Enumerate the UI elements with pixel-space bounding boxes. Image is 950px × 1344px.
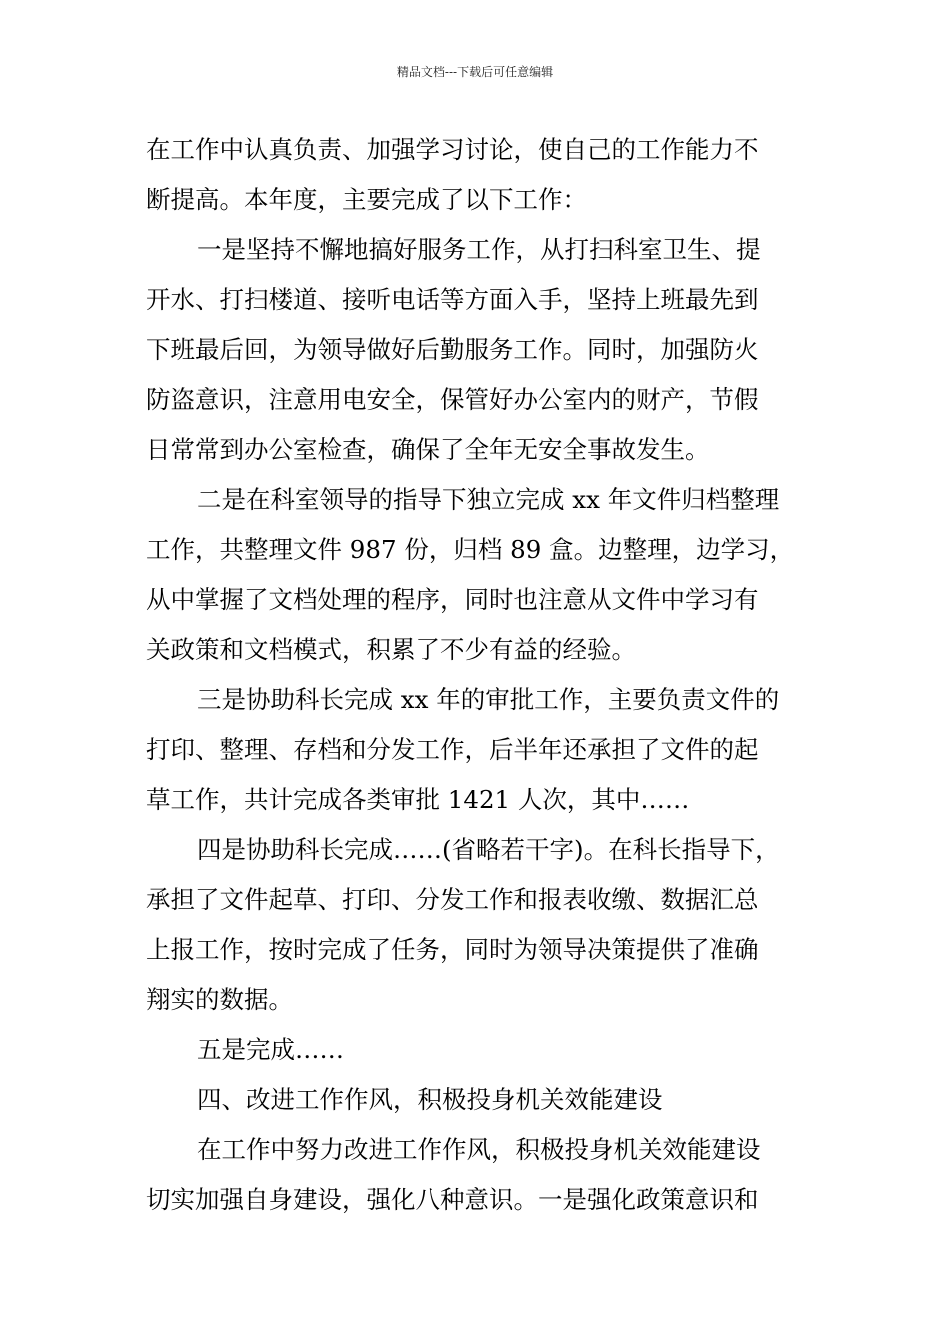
text-line: 承担了文件起草、打印、分发工作和报表收缴、数据汇总 bbox=[146, 885, 759, 914]
text-line: 切实加强自身建设，强化八种意识。一是强化政策意识和 bbox=[146, 1185, 759, 1214]
text-line: 防盗意识，注意用电安全，保管好办公室内的财产，节假 bbox=[146, 385, 759, 414]
text-line: 翔实的数据。 bbox=[146, 985, 293, 1014]
text-line: 在工作中认真负责、加强学习讨论，使自己的工作能力不 bbox=[146, 135, 759, 164]
paragraph-first-line: 三是协助科长完成 xx 年的审批工作，主要负责文件的 bbox=[197, 685, 780, 714]
paragraph-first-line: 二是在科室领导的指导下独立完成 xx 年文件归档整理 bbox=[197, 485, 780, 514]
text-line: 上报工作，按时完成了任务，同时为领导决策提供了准确 bbox=[146, 935, 759, 964]
text-line: 工作，共整理文件 987 份，归档 89 盒。边整理，边学习， bbox=[146, 535, 795, 564]
text-line: 断提高。本年度，主要完成了以下工作： bbox=[146, 185, 587, 214]
page-header: 精品文档---下载后可任意编辑 bbox=[396, 65, 554, 79]
document-body bbox=[146, 125, 808, 1225]
text-line: 打印、整理、存档和分发工作，后半年还承担了文件的起 bbox=[146, 735, 759, 764]
text-line: 从中掌握了文档处理的程序，同时也注意从文件中学习有 bbox=[146, 585, 759, 614]
paragraph-first-line: 五是完成…… bbox=[197, 1035, 344, 1064]
text-line: 开水、打扫楼道、接听电话等方面入手，坚持上班最先到 bbox=[146, 285, 759, 314]
paragraph-first-line: 在工作中努力改进工作作风，积极投身机关效能建设 bbox=[197, 1135, 761, 1164]
section-heading: 四、改进工作作风，积极投身机关效能建设 bbox=[197, 1085, 663, 1114]
text-line: 下班最后回，为领导做好后勤服务工作。同时，加强防火 bbox=[146, 335, 759, 364]
paragraph-first-line: 四是协助科长完成……(省略若干字)。在科长指导下， bbox=[197, 835, 780, 864]
text-line: 草工作，共计完成各类审批 1421 人次，其中…… bbox=[146, 785, 690, 814]
text-line: 关政策和文档模式，积累了不少有益的经验。 bbox=[146, 635, 636, 664]
text-line: 日常常到办公室检查，确保了全年无安全事故发生。 bbox=[146, 435, 710, 464]
paragraph-first-line: 一是坚持不懈地搞好服务工作，从打扫科室卫生、提 bbox=[197, 235, 761, 264]
